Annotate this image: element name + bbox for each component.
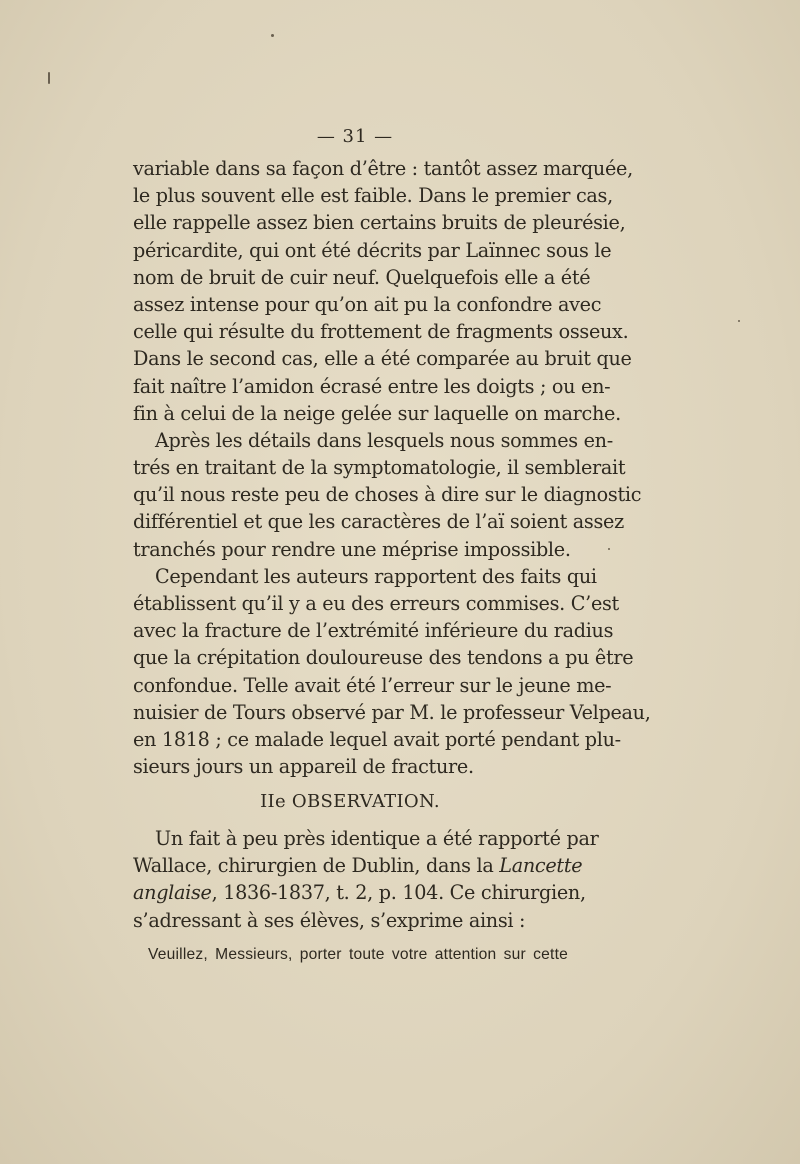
text-line: s’adressant à ses élèves, s’exprime ainsi :: [133, 908, 526, 932]
text-line: que la crépitation douloureuse des tendons a pu être: [133, 646, 634, 670]
text-line: trés en traitant de la symptomatologie, il semblerait: [133, 456, 626, 480]
text-line: assez intense pour qu’on ait pu la confondre avec: [133, 292, 602, 316]
paragraph: [133, 427, 642, 563]
text-line: péricardite, qui ont été décrits par Laïnnec sous le: [133, 238, 612, 262]
text-line: Après les détails dans lesquels nous sommes en-: [155, 428, 613, 452]
text-line: différentiel et que les caractères de l’aï soient assez: [133, 510, 624, 534]
text-line: Dans le second cas, elle a été comparée au bruit que: [133, 347, 632, 371]
italic-run: Lancette: [499, 854, 583, 878]
text-run: Wallace, chirurgien de Dublin, dans la: [133, 854, 500, 878]
text-line: fin à celui de la neige gelée sur laquelle on marche.: [133, 401, 621, 425]
text-line: avec la fracture de l’extrémité inférieure du radius: [133, 619, 614, 643]
observation-heading: IIe OBSERVATION.: [260, 791, 440, 812]
italic-run: anglaise: [133, 881, 212, 905]
text-line: elle rappelle assez bien certains bruits de pleurésie,: [133, 211, 626, 235]
text-line: qu’il nous reste peu de choses à dire sur le diagnostic: [133, 483, 642, 507]
text-line: en 1818 ; ce malade lequel avait porté pendant plu-: [133, 727, 621, 751]
text-line: celle qui résulte du frottement de fragments osseux.: [133, 320, 629, 344]
text-line: Cependant les auteurs rapportent des faits qui: [155, 564, 597, 588]
paragraph: [133, 563, 651, 781]
text-line: [133, 879, 586, 906]
text-line: confondue. Telle avait été l’erreur sur le jeune me-: [133, 673, 612, 697]
text-line: tranchés pour rendre une méprise impossible.: [133, 537, 571, 561]
text-run: , 1836-1837, t. 2, p. 104. Ce chirurgien,: [211, 881, 586, 905]
paper-speck: [271, 34, 274, 37]
text-line: nom de bruit de cuir neuf. Quelquefois elle a été: [133, 265, 591, 289]
text-line: le plus souvent elle est faible. Dans le premier cas,: [133, 184, 613, 208]
paragraph: [133, 155, 633, 427]
paper-speck: [48, 72, 50, 84]
paper-speck: [608, 548, 610, 550]
quote-line: Veuillez, Messieurs, porter toute votre attention sur cette: [148, 946, 568, 963]
text-line: [133, 852, 583, 879]
body-text-top: [133, 155, 651, 780]
text-line: variable dans sa façon d’être : tantôt assez marquée,: [133, 157, 633, 180]
text-line: nuisier de Tours observé par M. le professeur Velpeau,: [133, 700, 651, 724]
text-line: fait naître l’amidon écrasé entre les doigts ; ou en-: [133, 374, 611, 398]
paper-speck: [738, 320, 740, 322]
text-line: établissent qu’il y a eu des erreurs commises. C’est: [133, 592, 619, 615]
text-line: sieurs jours un appareil de fracture.: [133, 755, 474, 779]
page-number: — 31 —: [316, 126, 394, 147]
text-line: Un fait à peu près identique a été rapporté par: [155, 827, 599, 850]
observation-paragraph: [133, 825, 599, 934]
